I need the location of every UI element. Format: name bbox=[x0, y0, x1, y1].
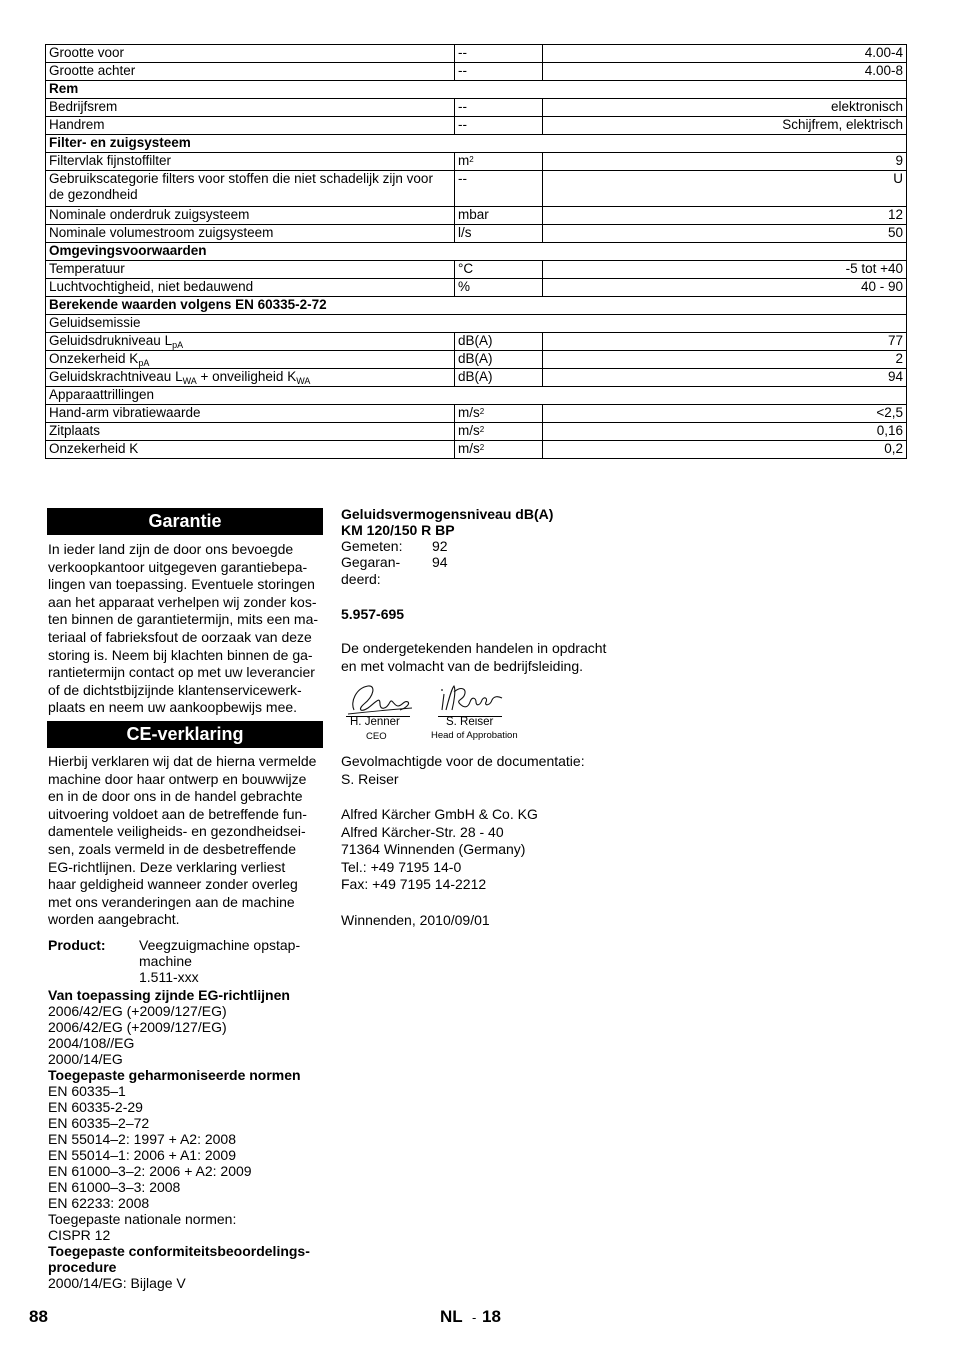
text-line: rantietermijn contact op met uw leverancier bbox=[48, 664, 315, 681]
procedure-value: 2000/14/EG: Bijlage V bbox=[48, 1275, 186, 1291]
text-line: en in de door ons in de handel gebrachte bbox=[48, 788, 303, 805]
signature-jenner bbox=[346, 680, 416, 718]
row-unit: $m^2$ bbox=[455, 153, 543, 171]
row-unit: $m/s^2$ bbox=[455, 423, 543, 441]
section-label: Rem bbox=[46, 81, 907, 99]
text-line: lingen van toepassing. Eventuele storingen bbox=[48, 576, 315, 593]
row-label: Zitplaats bbox=[46, 423, 455, 441]
text-line: worden aangebracht. bbox=[48, 911, 180, 928]
text-line: EG-richtlijnen. Deze verklaring verliest bbox=[48, 858, 286, 875]
product-line: machine bbox=[139, 953, 192, 969]
row-label: Nominale volumestroom zuigsysteem bbox=[46, 225, 455, 243]
row-unit: dB(A) bbox=[455, 351, 543, 369]
row-value: 50 bbox=[543, 225, 907, 243]
text-line: De ondergetekenden handelen in opdracht bbox=[341, 640, 607, 656]
row-unit: -- bbox=[455, 63, 543, 81]
label-subscript: pA bbox=[138, 358, 150, 368]
ce-heading: CE-verklaring bbox=[47, 721, 323, 748]
ce-lists bbox=[48, 987, 338, 1291]
row-value: 94 bbox=[543, 369, 907, 387]
row-label: Geluidsdrukniveau $L_{pA}$ bbox=[46, 333, 455, 351]
place-date: Winnenden, 2010/09/01 bbox=[341, 912, 490, 928]
row-value: 12 bbox=[543, 207, 907, 225]
row-value: 4.00-4 bbox=[543, 45, 907, 63]
row-value: <2,5 bbox=[543, 405, 907, 423]
text-line: verkoopkantoor uitgegeven garantiebepa- bbox=[48, 558, 308, 575]
norms-title: Toegepaste geharmoniseerde normen bbox=[48, 1067, 301, 1083]
product-value bbox=[139, 937, 329, 985]
text-line: aan het apparaat verhelpen wij zonder kos- bbox=[48, 593, 317, 610]
text-line: met ons veranderingen aan de machine bbox=[48, 893, 295, 910]
address-line: 71364 Winnenden (Germany) bbox=[341, 841, 526, 858]
text-line: machine door haar ontwerp en bouwwijze bbox=[48, 770, 307, 787]
row-value: 0,16 bbox=[543, 423, 907, 441]
model-name: KM 120/150 R BP bbox=[341, 522, 455, 538]
table-row bbox=[46, 441, 907, 459]
signer2-role: Head of Approbation bbox=[431, 730, 518, 741]
text-line: In ieder land zijn de door ons bevoegde bbox=[48, 541, 294, 557]
row-unit: -- bbox=[455, 117, 543, 135]
table-row bbox=[46, 351, 907, 369]
spec-table-body bbox=[46, 45, 907, 459]
national-norms-label: Toegepaste nationale normen: bbox=[48, 1211, 237, 1227]
table-section-row bbox=[46, 243, 907, 261]
row-label: Nominale onderdruk zuigsysteem bbox=[46, 207, 455, 225]
table-section-row bbox=[46, 135, 907, 153]
row-value: elektronisch bbox=[543, 99, 907, 117]
directive-item: 2006/42/EG (+2009/127/EG) bbox=[48, 1019, 227, 1035]
row-label: Hand-arm vibratiewaarde bbox=[46, 405, 455, 423]
label-subscript: WA bbox=[296, 376, 311, 386]
row-unit: $m/s^2$ bbox=[455, 405, 543, 423]
row-unit: -- bbox=[455, 171, 543, 207]
address-line: Alfred Kärcher-Str. 28 - 40 bbox=[341, 823, 504, 840]
row-label: Geluidskrachtniveau $L_{WA}$ + onveiligheid $K_{WA}$ bbox=[46, 369, 455, 387]
row-label: Bedrijfsrem bbox=[46, 99, 455, 117]
table-section-row bbox=[46, 297, 907, 315]
row-unit: mbar bbox=[455, 207, 543, 225]
row-unit: dB(A) bbox=[455, 369, 543, 387]
norm-item: EN 55014–2: 1997 + A2: 2008 bbox=[48, 1131, 236, 1147]
section-label: Omgevingsvoorwaarden bbox=[46, 243, 907, 261]
norm-item: EN 62233: 2008 bbox=[48, 1195, 150, 1211]
product-line: Veegzuigmachine opstap- bbox=[139, 937, 301, 953]
row-value: 77 bbox=[543, 333, 907, 351]
table-row bbox=[46, 279, 907, 297]
table-row bbox=[46, 405, 907, 423]
row-label: Onzekerheid $K_{pA}$ bbox=[46, 351, 455, 369]
row-value: 0,2 bbox=[543, 441, 907, 459]
procedure-title-1: Toegepaste conformiteitsbeoordelings- bbox=[48, 1243, 310, 1259]
measured-value: 92 bbox=[432, 538, 448, 554]
row-label: Handrem bbox=[46, 117, 455, 135]
norms-list bbox=[48, 1083, 338, 1211]
section-label: Berekende waarden volgens EN 60335-2-72 bbox=[46, 297, 907, 315]
footer-section-page: 18 bbox=[482, 1307, 501, 1326]
table-row bbox=[46, 315, 907, 333]
row-unit: °C bbox=[455, 261, 543, 279]
directive-item: 2000/14/EG bbox=[48, 1051, 123, 1067]
text-line: en met volmacht van de bedrijfsleiding. bbox=[341, 657, 584, 674]
spec-table bbox=[45, 44, 907, 459]
unit-superscript: 2 bbox=[469, 155, 474, 164]
directive-item: 2004/108//EG bbox=[48, 1035, 135, 1051]
table-row bbox=[46, 171, 907, 207]
table-row bbox=[46, 99, 907, 117]
guaranteed-value: 94 bbox=[432, 554, 448, 570]
row-label: Gebruikscategorie filters voor stoffen die niet schadelijk zijn voor de gezondheid bbox=[46, 171, 455, 207]
norm-item: EN 55014–1: 2006 + A1: 2009 bbox=[48, 1147, 236, 1163]
directives-title: Van toepassing zijnde EG-richtlijnen bbox=[48, 987, 290, 1003]
text-line: storing is. Neem bij klachten binnen de ga- bbox=[48, 646, 313, 663]
norm-item: EN 60335–2–72 bbox=[48, 1115, 150, 1131]
text-line: haar geldigheid wanneer zonder overleg bbox=[48, 876, 298, 893]
garantie-heading: Garantie bbox=[47, 508, 323, 535]
row-label: Onzekerheid K bbox=[46, 441, 455, 459]
text-line: uitvoering voldoet aan de betreffende fun- bbox=[48, 805, 307, 822]
unit-superscript: 2 bbox=[479, 407, 485, 416]
row-unit: -- bbox=[455, 99, 543, 117]
footer-separator: - bbox=[472, 1310, 477, 1325]
text-line: of de dichtstbijzijnde klantenservicewerk- bbox=[48, 681, 302, 698]
row-value: Schijfrem, elektrisch bbox=[543, 117, 907, 135]
text-line: teriaal of fabrieksfout de oorzaak van deze bbox=[48, 628, 312, 645]
national-norms-value: CISPR 12 bbox=[48, 1227, 111, 1243]
directive-item: 2006/42/EG (+2009/127/EG) bbox=[48, 1003, 227, 1019]
row-unit: $m/s^2$ bbox=[455, 441, 543, 459]
row-value: -5 tot +40 bbox=[543, 261, 907, 279]
table-row bbox=[46, 45, 907, 63]
section-label: Filter- en zuigsysteem bbox=[46, 135, 907, 153]
table-row bbox=[46, 369, 907, 387]
doc-agent-label: Gevolmachtigde voor de documentatie: bbox=[341, 753, 585, 769]
page-number: 88 bbox=[29, 1307, 48, 1326]
address-line: Fax: +49 7195 14-2212 bbox=[341, 876, 487, 893]
label-subscript: pA bbox=[172, 340, 184, 350]
table-row bbox=[46, 207, 907, 225]
row-unit: % bbox=[455, 279, 543, 297]
norm-item: EN 61000–3–3: 2008 bbox=[48, 1179, 181, 1195]
table-row bbox=[46, 261, 907, 279]
table-row bbox=[46, 423, 907, 441]
table-row bbox=[46, 225, 907, 243]
unit-superscript: 2 bbox=[479, 443, 485, 452]
row-value: 2 bbox=[543, 351, 907, 369]
unit-superscript: 2 bbox=[479, 425, 485, 434]
signer1-role: CEO bbox=[366, 731, 387, 742]
table-row bbox=[46, 333, 907, 351]
guaranteed-label-2: deerd: bbox=[341, 571, 381, 587]
norm-item: EN 60335–1 bbox=[48, 1083, 126, 1099]
signer2-name: S. Reiser bbox=[446, 716, 494, 728]
signers-text bbox=[341, 640, 641, 675]
footer-lang: NL bbox=[440, 1307, 463, 1326]
measured-label: Gemeten: bbox=[341, 538, 403, 554]
doc-agent: S. Reiser bbox=[341, 771, 399, 787]
address-block bbox=[341, 806, 641, 894]
procedure-title-2: procedure bbox=[48, 1259, 117, 1275]
norm-item: EN 60335-2-29 bbox=[48, 1099, 143, 1115]
text-line: plaats en neem uw aankoopbewijs mee. bbox=[48, 699, 298, 716]
doc-number: 5.957-695 bbox=[341, 606, 405, 622]
product-line: 1.511-xxx bbox=[139, 969, 199, 985]
label-subscript: WA bbox=[182, 376, 197, 386]
sound-title: Geluidsvermogensniveau dB(A) bbox=[341, 506, 554, 522]
row-value: 9 bbox=[543, 153, 907, 171]
row-unit: dB(A) bbox=[455, 333, 543, 351]
table-row bbox=[46, 153, 907, 171]
text-line: damentele veiligheids- en gezondheidsei- bbox=[48, 823, 306, 840]
guaranteed-label-1: Gegaran- bbox=[341, 554, 401, 570]
text-line: sen, zoals vermeld in de desbetreffende bbox=[48, 840, 297, 857]
row-label: Filtervlak fijnstoffilter bbox=[46, 153, 455, 171]
row-unit: -- bbox=[455, 45, 543, 63]
table-row bbox=[46, 63, 907, 81]
text-line: Hierbij verklaren wij dat de hierna vermelde bbox=[48, 753, 317, 769]
section-label: Apparaattrillingen bbox=[46, 387, 907, 405]
table-row bbox=[46, 117, 907, 135]
row-value: U bbox=[543, 171, 907, 207]
table-row bbox=[46, 387, 907, 405]
product-label: Product: bbox=[48, 937, 106, 953]
row-label: Grootte achter bbox=[46, 63, 455, 81]
table-section-row bbox=[46, 81, 907, 99]
signer1-name: H. Jenner bbox=[350, 716, 400, 728]
address-line: Alfred Kärcher GmbH & Co. KG bbox=[341, 806, 538, 822]
row-label: Grootte voor bbox=[46, 45, 455, 63]
text-line: ten binnen de garantietermijn, mits een ma- bbox=[48, 611, 319, 628]
row-label: Luchtvochtigheid, niet bedauwend bbox=[46, 279, 455, 297]
row-value: 4.00-8 bbox=[543, 63, 907, 81]
ce-text bbox=[48, 753, 328, 929]
address-line: Tel.: +49 7195 14-0 bbox=[341, 858, 462, 875]
signature-reiser bbox=[436, 682, 508, 716]
row-value: 40 - 90 bbox=[543, 279, 907, 297]
garantie-text bbox=[48, 541, 328, 717]
directives-list bbox=[48, 1003, 338, 1067]
section-label: Geluidsemissie bbox=[46, 315, 907, 333]
norm-item: EN 61000–3–2: 2006 + A2: 2009 bbox=[48, 1163, 252, 1179]
row-label: Temperatuur bbox=[46, 261, 455, 279]
row-unit: l/s bbox=[455, 225, 543, 243]
